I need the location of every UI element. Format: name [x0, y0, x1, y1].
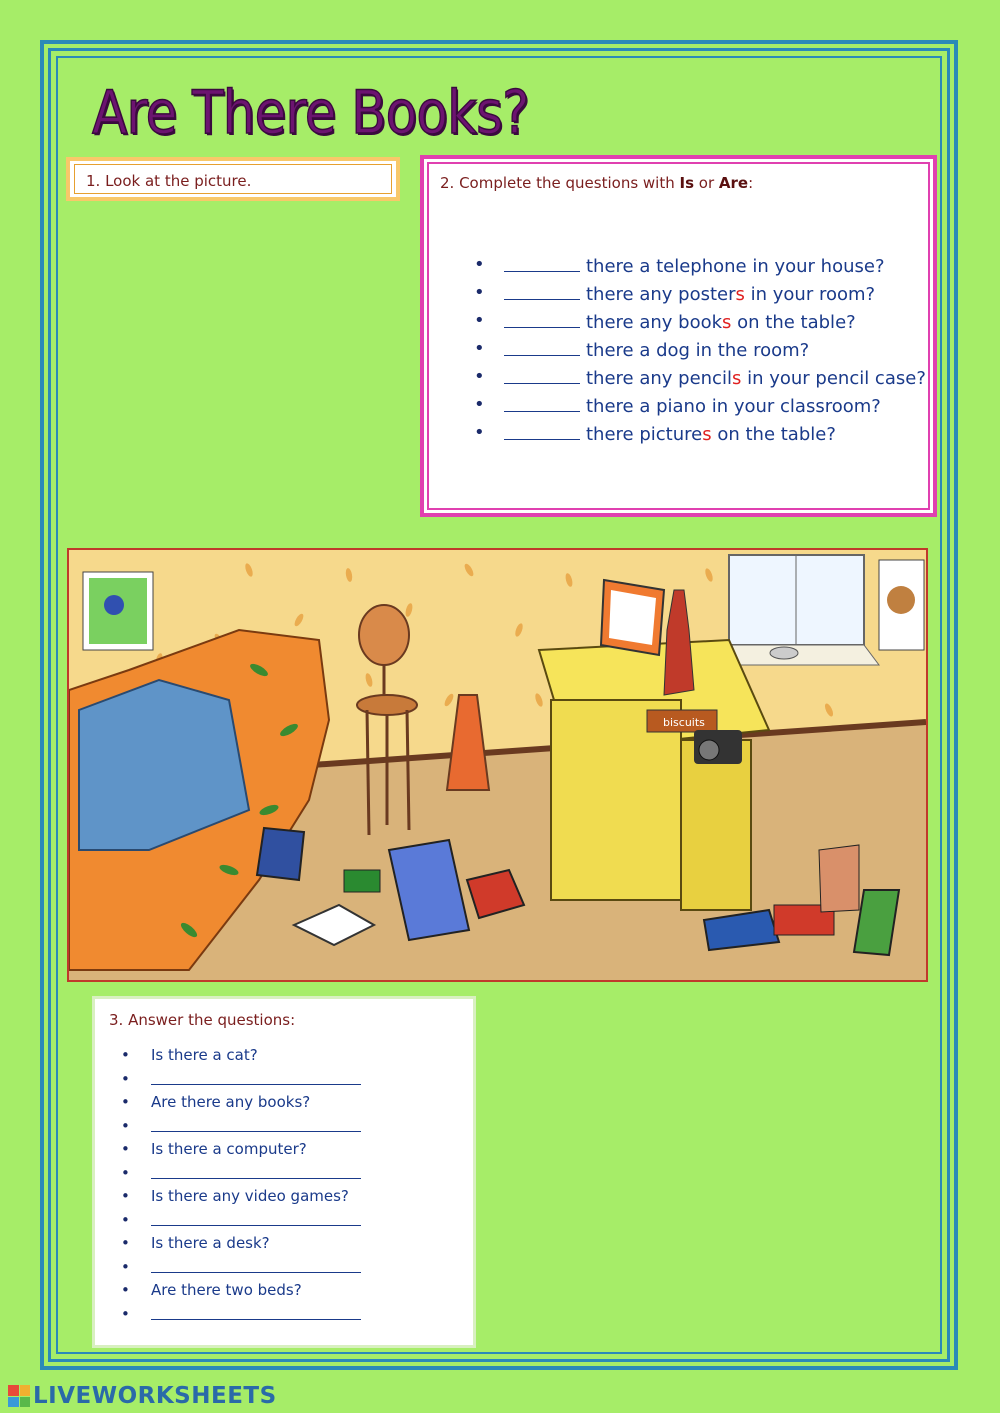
answer-question: • Are there two beds? [117, 1279, 361, 1303]
answer-list [117, 1044, 361, 1326]
blank-input[interactable] [504, 251, 580, 272]
question-item: • there a dog in the room? [470, 335, 926, 363]
answer-input[interactable] [151, 1115, 361, 1132]
answer-line-item [117, 1068, 361, 1092]
step1-label: 1. Look at the picture. [86, 172, 252, 190]
answer-line-item [117, 1115, 361, 1139]
blank-input[interactable] [504, 363, 580, 384]
step3-box [92, 996, 476, 1348]
brand-name: LIVEWORKSHEETS [33, 1383, 277, 1409]
answer-input[interactable] [151, 1068, 361, 1085]
answer-input[interactable] [151, 1162, 361, 1179]
question-item: • there pictures on the table? [470, 419, 926, 447]
answer-question: • Is there a computer? [117, 1138, 361, 1162]
blank-input[interactable] [504, 391, 580, 412]
question-item: • there a piano in your classroom? [470, 391, 926, 419]
answer-line-item [117, 1303, 361, 1327]
answer-input[interactable] [151, 1209, 361, 1226]
answer-question: • Are there any books? [117, 1091, 361, 1115]
step2-heading: 2. Complete the questions with Is or Are: [440, 174, 754, 192]
answer-question: • Is there any video games? [117, 1185, 361, 1209]
question-item: • there any books on the table? [470, 307, 926, 335]
blank-input[interactable] [504, 307, 580, 328]
blank-input[interactable] [504, 335, 580, 356]
liveworksheets-logo[interactable] [8, 1384, 277, 1408]
logo-mark-icon [8, 1385, 30, 1407]
page-title: Are There Books? [92, 78, 529, 148]
question-item: • there a telephone in your house? [470, 251, 926, 279]
question-item: • there any posters in your room? [470, 279, 926, 307]
answer-question: • Is there a cat? [117, 1044, 361, 1068]
answer-line-item [117, 1162, 361, 1186]
blank-input[interactable] [504, 279, 580, 300]
question-list [470, 251, 926, 447]
messy-room-picture [67, 548, 928, 982]
box-label: biscuits [663, 716, 705, 729]
answer-question: • Is there a desk? [117, 1232, 361, 1256]
step3-heading: 3. Answer the questions: [109, 1011, 296, 1029]
question-item: • there any pencils in your pencil case? [470, 363, 926, 391]
step1-box [66, 157, 400, 201]
answer-line-item [117, 1256, 361, 1280]
answer-input[interactable] [151, 1256, 361, 1273]
step2-box [420, 155, 937, 517]
answer-input[interactable] [151, 1303, 361, 1320]
blank-input[interactable] [504, 419, 580, 440]
answer-line-item [117, 1209, 361, 1233]
